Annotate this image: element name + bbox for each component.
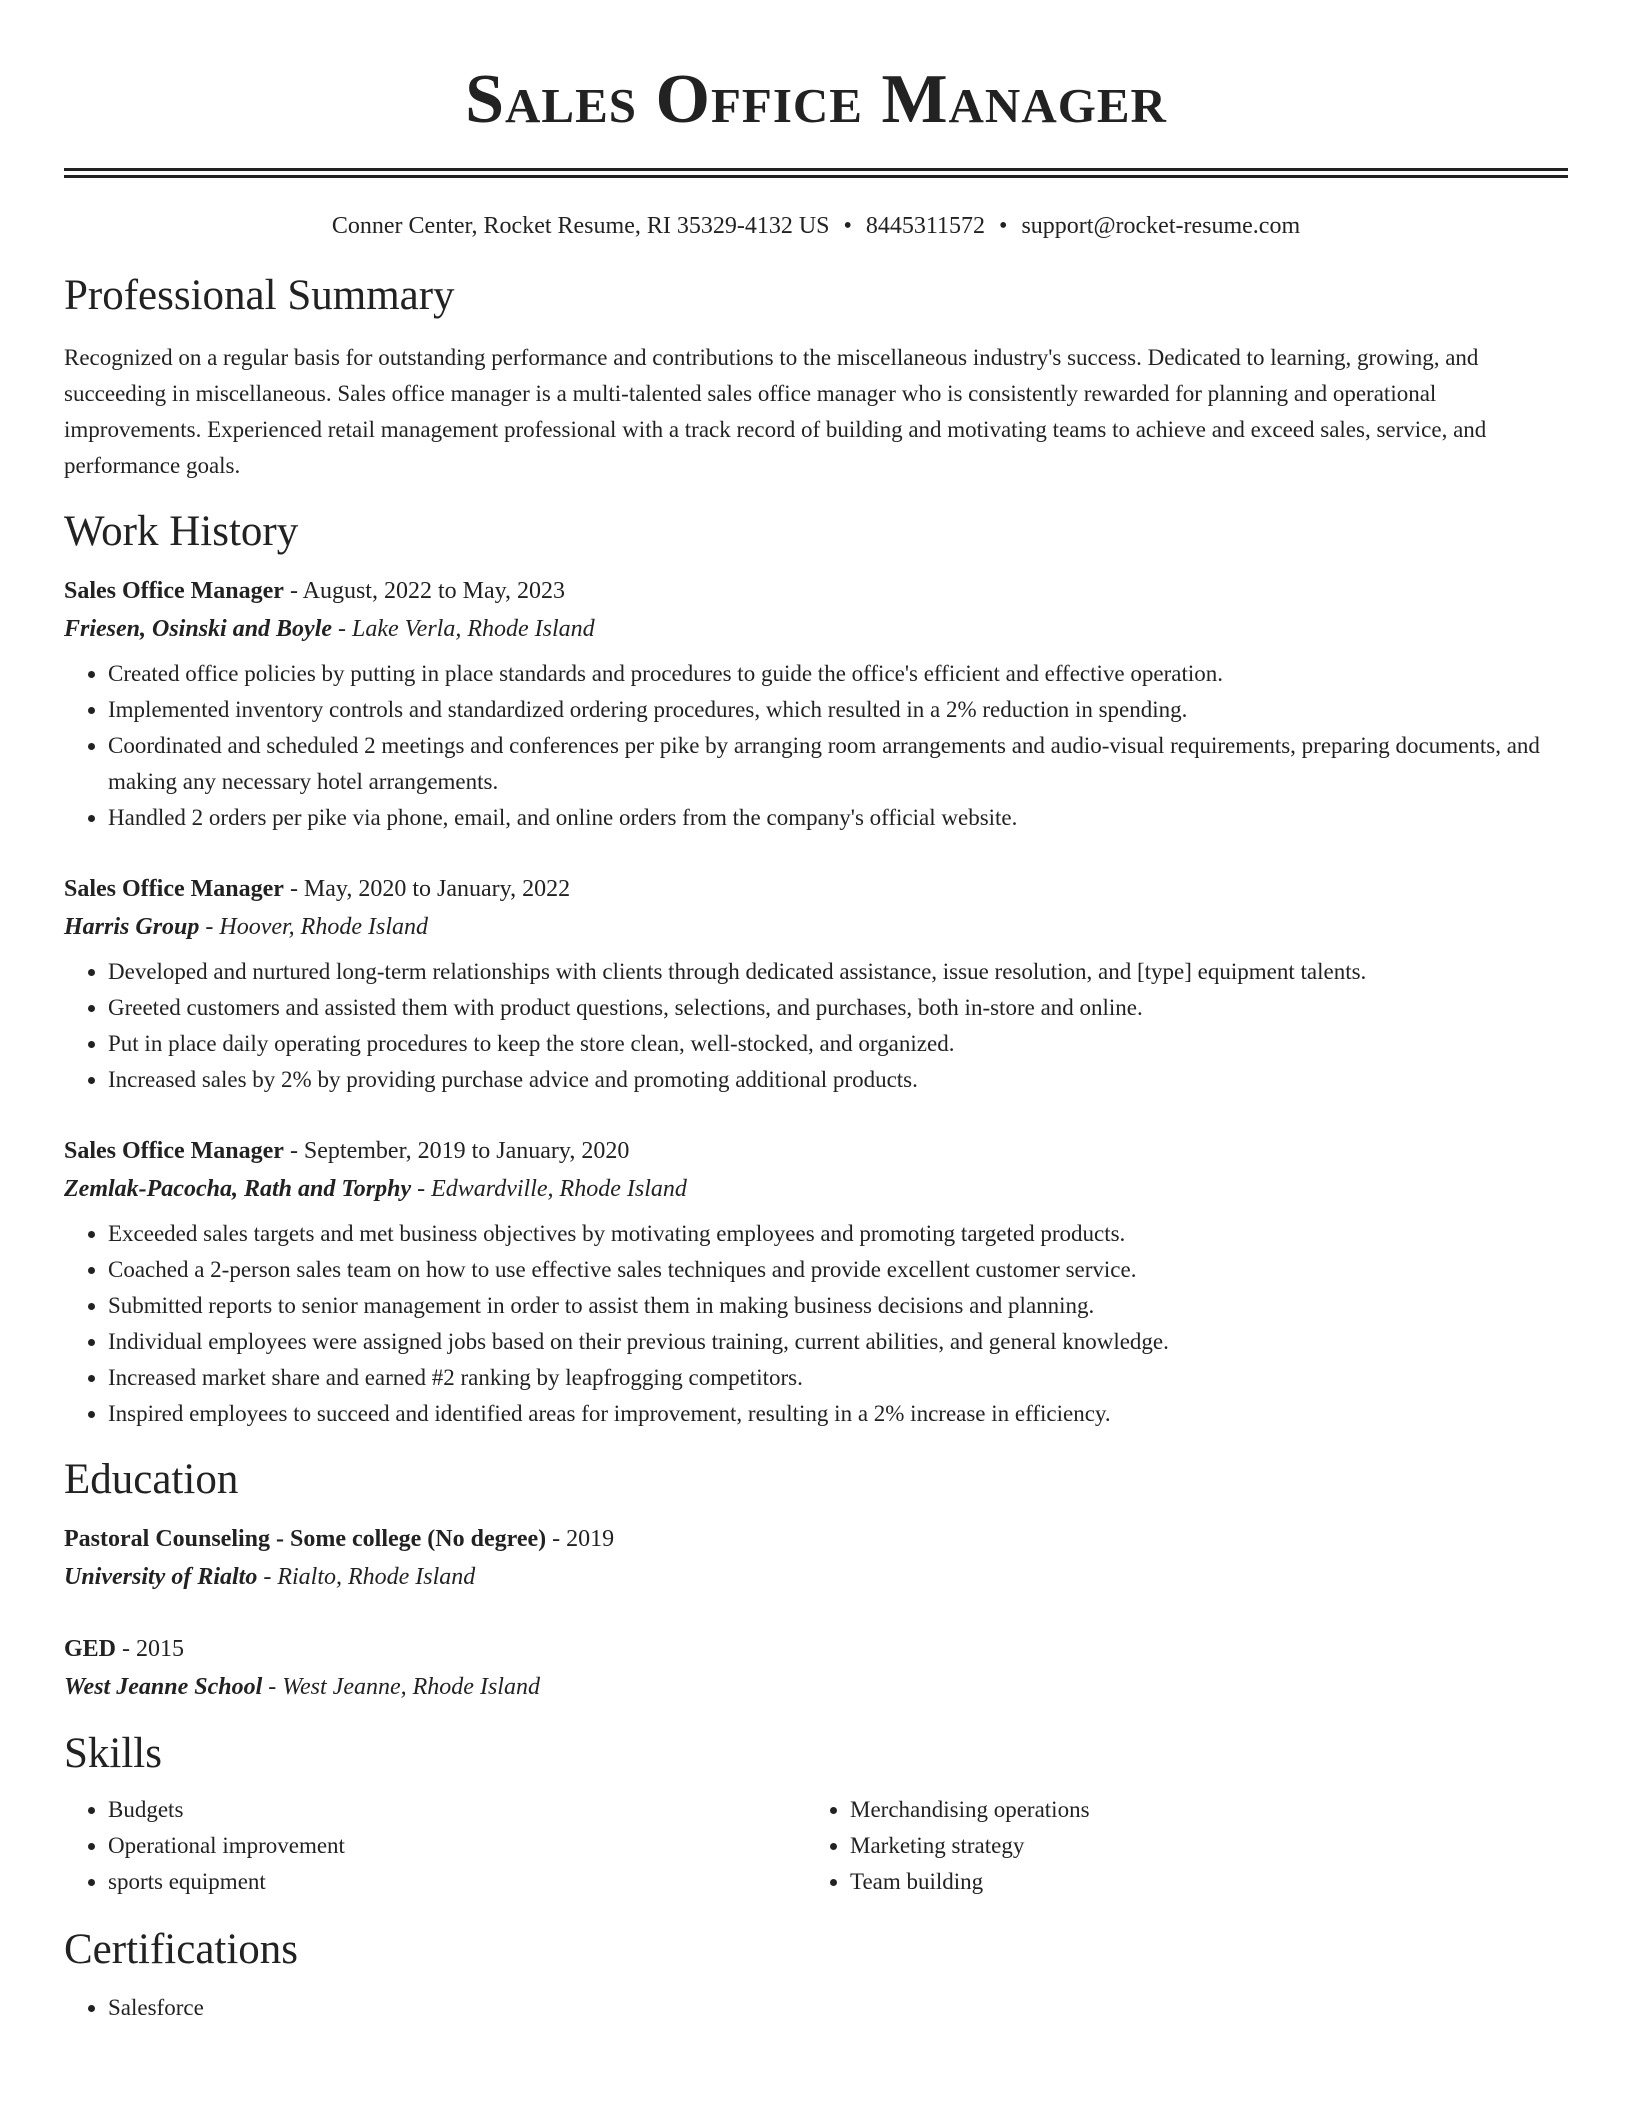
- job-dates: - May, 2020 to January, 2022: [283, 876, 571, 902]
- skills-grid: [64, 1792, 1568, 1900]
- skill-item: • sports equipment: [108, 1864, 806, 1900]
- contact-line: [64, 208, 1568, 244]
- skill-item: • Merchandising operations: [850, 1792, 1548, 1828]
- summary-paragraph: Recognized on a regular basis for outstanding performance and contributions to the miscellaneous industry's success. Dedicated to learning, growing, and succeeding in miscellaneous. Sales office manager is a multi-talented sales office manager who is consistently rewarded for planning and operational improvements. Experienced retail management professional with a track record of building and motivating teams to achieve and exceed sales, service, and performance goals.: [64, 345, 1487, 478]
- job-bullet: • Increased market share and earned #2 ranking by leapfrogging competitors.: [108, 1360, 1568, 1396]
- skill-item: • Team building: [850, 1864, 1548, 1900]
- job-bullet: • Submitted reports to senior management in order to assist them in making business decisions and planning.: [108, 1288, 1568, 1324]
- job-title: Sales Office Manager: [64, 876, 284, 902]
- skills-column-left: [64, 1792, 806, 1900]
- job-bullet: • Exceeded sales targets and met business objectives by motivating employees and promoting targeted products.: [108, 1216, 1568, 1252]
- education-entry: [64, 1520, 1568, 1596]
- contact-email: support@rocket-resume.com: [1021, 213, 1301, 239]
- job-bullet: • Increased sales by 2% by providing purchase advice and promoting additional products.: [108, 1062, 1568, 1098]
- section-heading-skills: Skills: [64, 1730, 162, 1777]
- job-location: - Hoover, Rhode Island: [199, 914, 428, 940]
- education-location: - West Jeanne, Rhode Island: [262, 1674, 540, 1700]
- job-entry: [64, 572, 1568, 836]
- job-bullet: • Individual employees were assigned jobs based on their previous training, current abilities, and general knowledge.: [108, 1324, 1568, 1360]
- job-title: Sales Office Manager: [64, 578, 284, 604]
- job-bullet: • Put in place daily operating procedures to keep the store clean, well-stocked, and organized.: [108, 1026, 1568, 1062]
- job-title-line: [64, 1132, 1568, 1170]
- job-title-line: [64, 870, 1568, 908]
- education-degree-line: [64, 1630, 1568, 1668]
- job-company-line: [64, 1170, 1568, 1208]
- education-entry: [64, 1630, 1568, 1706]
- contact-separator: •: [999, 213, 1008, 239]
- skills-column-right: [806, 1792, 1548, 1900]
- skill-item: • Operational improvement: [108, 1828, 806, 1864]
- education-degree-line: [64, 1520, 1568, 1558]
- education-degree: Pastoral Counseling - Some college (No degree): [64, 1526, 547, 1552]
- job-bullet: • Created office policies by putting in place standards and procedures to guide the office's efficient and effective operation.: [108, 656, 1568, 692]
- job-entry: [64, 1132, 1568, 1432]
- job-dates: - September, 2019 to January, 2020: [283, 1138, 630, 1164]
- skill-item: • Marketing strategy: [850, 1828, 1548, 1864]
- job-bullet: • Inspired employees to succeed and identified areas for improvement, resulting in a 2% increase in efficiency.: [108, 1396, 1568, 1432]
- job-bullets: [64, 656, 1568, 836]
- job-bullet: • Implemented inventory controls and standardized ordering procedures, which resulted in a 2% reduction in spending.: [108, 692, 1568, 728]
- job-location: - Edwardville, Rhode Island: [411, 1176, 687, 1202]
- job-bullet: • Greeted customers and assisted them with product questions, selections, and purchases, both in-store and online.: [108, 990, 1568, 1026]
- job-bullet: • Handled 2 orders per pike via phone, email, and online orders from the company's official website.: [108, 800, 1568, 836]
- education-year: - 2015: [116, 1636, 185, 1662]
- education-school-line: [64, 1558, 1568, 1596]
- contact-separator: •: [843, 213, 852, 239]
- job-bullets: [64, 1216, 1568, 1432]
- job-bullet: • Developed and nurtured long-term relationships with clients through dedicated assistance, issue resolution, and [type] equipment talents.: [108, 954, 1568, 990]
- job-company: Harris Group: [64, 914, 200, 940]
- certifications-list: [64, 1990, 1568, 2026]
- job-bullet: • Coordinated and scheduled 2 meetings and conferences per pike by arranging room arrangements and audio-visual requirements, preparing documents, and making any necessary hotel arrangements.: [108, 728, 1568, 800]
- job-bullet: • Coached a 2-person sales team on how to use effective sales techniques and provide excellent customer service.: [108, 1252, 1568, 1288]
- job-title: Sales Office Manager: [64, 1138, 284, 1164]
- contact-address: Conner Center, Rocket Resume, RI 35329-4132 US: [331, 213, 830, 239]
- job-company-line: [64, 610, 1568, 648]
- section-heading-summary: Professional Summary: [64, 272, 455, 319]
- job-dates: - August, 2022 to May, 2023: [283, 578, 566, 604]
- education-school: West Jeanne School: [64, 1674, 263, 1700]
- job-title-line: [64, 572, 1568, 610]
- education-school: University of Rialto: [64, 1564, 258, 1590]
- job-company: Friesen, Osinski and Boyle: [64, 616, 333, 642]
- education-degree: GED: [64, 1636, 117, 1662]
- job-location: - Lake Verla, Rhode Island: [332, 616, 595, 642]
- resume-title: Sales Office Manager: [465, 61, 1167, 138]
- job-bullets: [64, 954, 1568, 1098]
- section-heading-education: Education: [64, 1456, 239, 1503]
- job-entry: [64, 870, 1568, 1098]
- job-company: Zemlak-Pacocha, Rath and Torphy: [64, 1176, 412, 1202]
- title-divider: [64, 168, 1568, 178]
- education-year: - 2019: [546, 1526, 615, 1552]
- section-heading-certifications: Certifications: [64, 1926, 299, 1973]
- contact-phone: 8445311572: [865, 213, 986, 239]
- certification-item: • Salesforce: [108, 1990, 1568, 2026]
- skill-item: • Budgets: [108, 1792, 806, 1828]
- job-company-line: [64, 908, 1568, 946]
- education-location: - Rialto, Rhode Island: [257, 1564, 476, 1590]
- section-heading-work-history: Work History: [64, 508, 299, 555]
- resume-page: [64, 0, 1568, 2026]
- education-school-line: [64, 1668, 1568, 1706]
